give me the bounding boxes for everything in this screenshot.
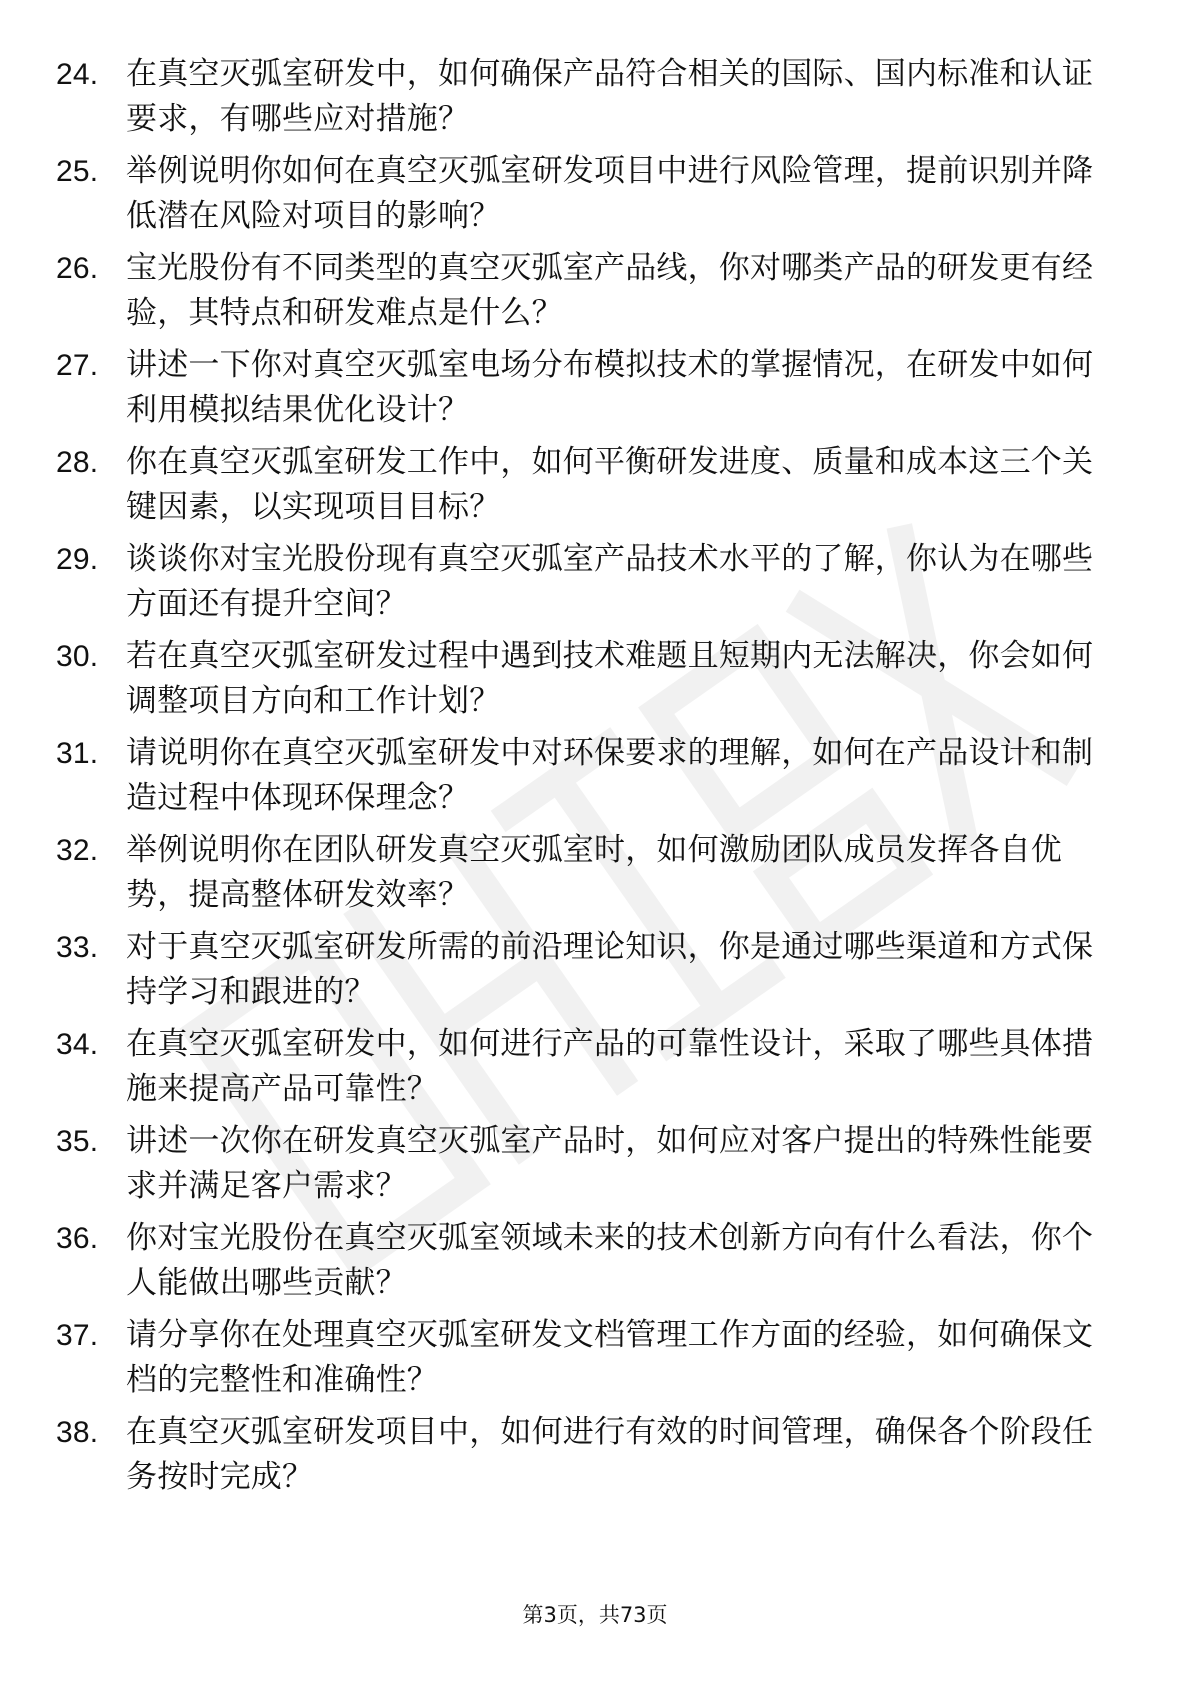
question-number: 35. <box>56 1125 99 1158</box>
question-item-38 <box>56 1410 1116 1500</box>
question-number: 37. <box>56 1319 99 1352</box>
question-text: 请说明你在真空灭弧室研发中对环保要求的理解，如何在产品设计和制造过程中体现环保理念？ <box>126 735 1094 816</box>
question-number: 38. <box>56 1416 99 1449</box>
question-number: 33. <box>56 931 99 964</box>
question-text: 请分享你在处理真空灭弧室研发文档管理工作方面的经验，如何确保文档的完整性和准确性？ <box>126 1317 1094 1398</box>
question-text: 讲述一下你对真空灭弧室电场分布模拟技术的掌握情况，在研发中如何利用模拟结果优化设计？ <box>126 347 1094 428</box>
question-item-24 <box>56 52 1116 142</box>
question-item-33 <box>56 925 1116 1015</box>
question-item-35 <box>56 1119 1116 1209</box>
question-text: 你对宝光股份在真空灭弧室领域未来的技术创新方向有什么看法，你个人能做出哪些贡献？ <box>126 1220 1094 1301</box>
question-item-34 <box>56 1022 1116 1112</box>
question-number: 28. <box>56 446 99 479</box>
question-item-30 <box>56 634 1116 724</box>
question-item-29 <box>56 537 1116 627</box>
question-number: 26. <box>56 252 99 285</box>
question-number: 25. <box>56 155 99 188</box>
question-text: 在真空灭弧室研发项目中，如何进行有效的时间管理，确保各个阶段任务按时完成？ <box>126 1414 1094 1495</box>
question-text: 在真空灭弧室研发中，如何进行产品的可靠性设计，采取了哪些具体措施来提高产品可靠性？ <box>126 1026 1094 1107</box>
question-text: 讲述一次你在研发真空灭弧室产品时，如何应对客户提出的特殊性能要求并满足客户需求？ <box>126 1123 1094 1204</box>
question-number: 27. <box>56 349 99 382</box>
question-number: 30. <box>56 640 99 673</box>
question-item-32 <box>56 828 1116 918</box>
question-text: 在真空灭弧室研发中，如何确保产品符合相关的国际、国内标准和认证要求，有哪些应对措施？ <box>126 56 1094 137</box>
question-number: 29. <box>56 543 99 576</box>
question-text: 谈谈你对宝光股份现有真空灭弧室产品技术水平的了解，你认为在哪些方面还有提升空间？ <box>126 541 1094 622</box>
question-item-36 <box>56 1216 1116 1306</box>
question-text: 对于真空灭弧室研发所需的前沿理论知识，你是通过哪些渠道和方式保持学习和跟进的？ <box>126 929 1094 1010</box>
question-text: 你在真空灭弧室研发工作中，如何平衡研发进度、质量和成本这三个关键因素，以实现项目目标？ <box>126 444 1094 525</box>
question-number: 32. <box>56 834 99 867</box>
question-item-27 <box>56 343 1116 433</box>
question-item-28 <box>56 440 1116 530</box>
question-text: 若在真空灭弧室研发过程中遇到技术难题且短期内无法解决，你会如何调整项目方向和工作计划？ <box>126 638 1094 719</box>
question-text: 宝光股份有不同类型的真空灭弧室产品线，你对哪类产品的研发更有经验，其特点和研发难点是什么？ <box>126 250 1094 331</box>
question-item-37 <box>56 1313 1116 1403</box>
question-item-25 <box>56 149 1116 239</box>
question-number: 31. <box>56 737 99 770</box>
page-number-footer: 第3页，共73页 <box>522 1603 668 1627</box>
question-item-31 <box>56 731 1116 821</box>
question-number: 24. <box>56 58 99 91</box>
question-text: 举例说明你在团队研发真空灭弧室时，如何激励团队成员发挥各自优势，提高整体研发效率？ <box>126 832 1062 913</box>
question-number: 36. <box>56 1222 99 1255</box>
question-list <box>56 52 1116 1507</box>
question-item-26 <box>56 246 1116 336</box>
question-text: 举例说明你如何在真空灭弧室研发项目中进行风险管理，提前识别并降低潜在风险对项目的影响？ <box>126 153 1094 234</box>
question-number: 34. <box>56 1028 99 1061</box>
